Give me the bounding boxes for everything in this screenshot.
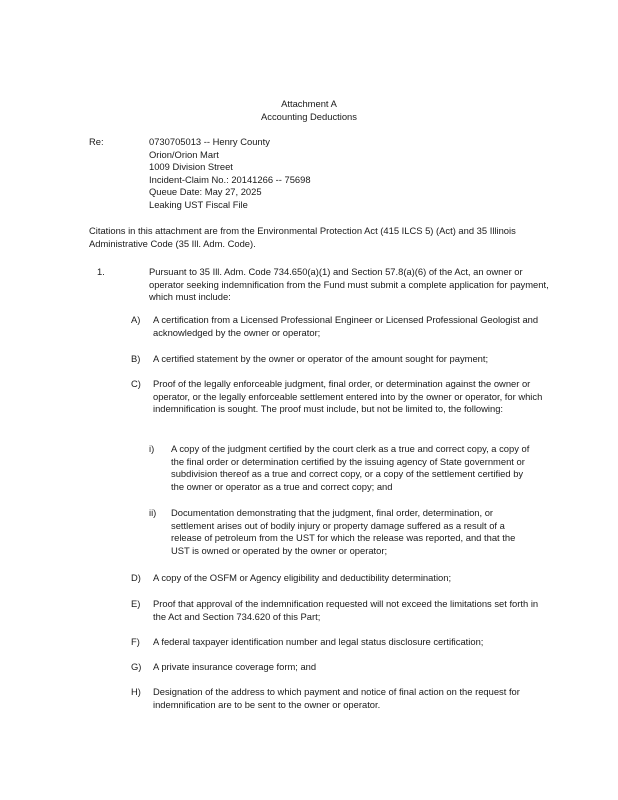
subitem-letter: C) xyxy=(131,378,141,389)
subitem-letter: D) xyxy=(131,572,141,583)
roman-text: Documentation demonstrating that the judgment, final order, determination, or settlement arises out of bodily injury or property damage suffered as a result of a release of petroleum from the UST for which the release was reported, and that the UST is owned or operated by the owner or operator; xyxy=(171,507,516,556)
subitem-letter: F) xyxy=(131,636,140,647)
subitem-text: Proof that approval of the indemnification requested will not exceed the limitations set forth in the Act and Section 734.620 of this Part; xyxy=(153,598,539,622)
subitem-letter: A) xyxy=(131,314,141,325)
re-label: Re: xyxy=(89,136,104,147)
subitem-text: A certification from a Licensed Professional Engineer or Licensed Professional Geologist and acknowledged by the owner or operator; xyxy=(153,314,539,338)
re-site-name: Orion/Orion Mart xyxy=(149,148,219,160)
subitem-text: A federal taxpayer identification number and legal status disclosure certification; xyxy=(153,636,484,647)
re-queue-date: Queue Date: May 27, 2025 xyxy=(149,186,262,198)
roman-number: i) xyxy=(149,443,155,454)
roman-number: ii) xyxy=(149,507,157,518)
subitem-letter: B) xyxy=(131,353,141,364)
re-address: 1009 Division Street xyxy=(149,161,233,173)
subitem-text: Proof of the legally enforceable judgment, final order, or determination against the owner or operator, or the legally enforceable settlement entered into by the owner or operator, for which indemnification is sought. The proof must include, but not be limited to, the following: xyxy=(153,378,543,415)
item-text: Pursuant to 35 Ill. Adm. Code 734.650(a)(1) and Section 57.8(a)(6) of the Act, an owner or operator seeking indemnification from the Fund must submit a complete application for payment, which must include: xyxy=(149,266,549,303)
subitem-letter: E) xyxy=(131,598,141,609)
subitem-letter: G) xyxy=(131,661,142,672)
subitem-letter: H) xyxy=(131,686,141,697)
subitem-text: Designation of the address to which payment and notice of final action on the request for indemnification are to be sent to the owner or operator. xyxy=(153,686,520,710)
re-details xyxy=(149,136,311,212)
re-incident-claim: Incident-Claim No.: 20141266 -- 75698 xyxy=(149,173,311,185)
roman-text: A copy of the judgment certified by the court clerk as a true and correct copy, a copy of the final order or determination certified by the issuing agency of State government or subdivision thereof as a true and correct copy, or a copy of the settlement certified by the owner or operator as a true and correct copy; and xyxy=(171,443,530,492)
subitem-text: A certified statement by the owner or operator of the amount sought for payment; xyxy=(153,353,489,364)
citations-paragraph: Citations in this attachment are from the Environmental Protection Act (415 ILCS 5) (Act) and 35 Illinois Administrative Code (35 Ill. Adm. Code). xyxy=(89,225,516,249)
re-site-id: 0730705013 -- Henry County xyxy=(149,136,270,147)
attachment-subtitle: Accounting Deductions xyxy=(261,111,357,122)
attachment-title: Attachment A xyxy=(281,98,337,109)
subitem-text: A private insurance coverage form; and xyxy=(153,661,317,672)
item-number: 1. xyxy=(97,266,105,277)
re-file-type: Leaking UST Fiscal File xyxy=(149,198,248,210)
subitem-text: A copy of the OSFM or Agency eligibility and deductibility determination; xyxy=(153,572,452,583)
